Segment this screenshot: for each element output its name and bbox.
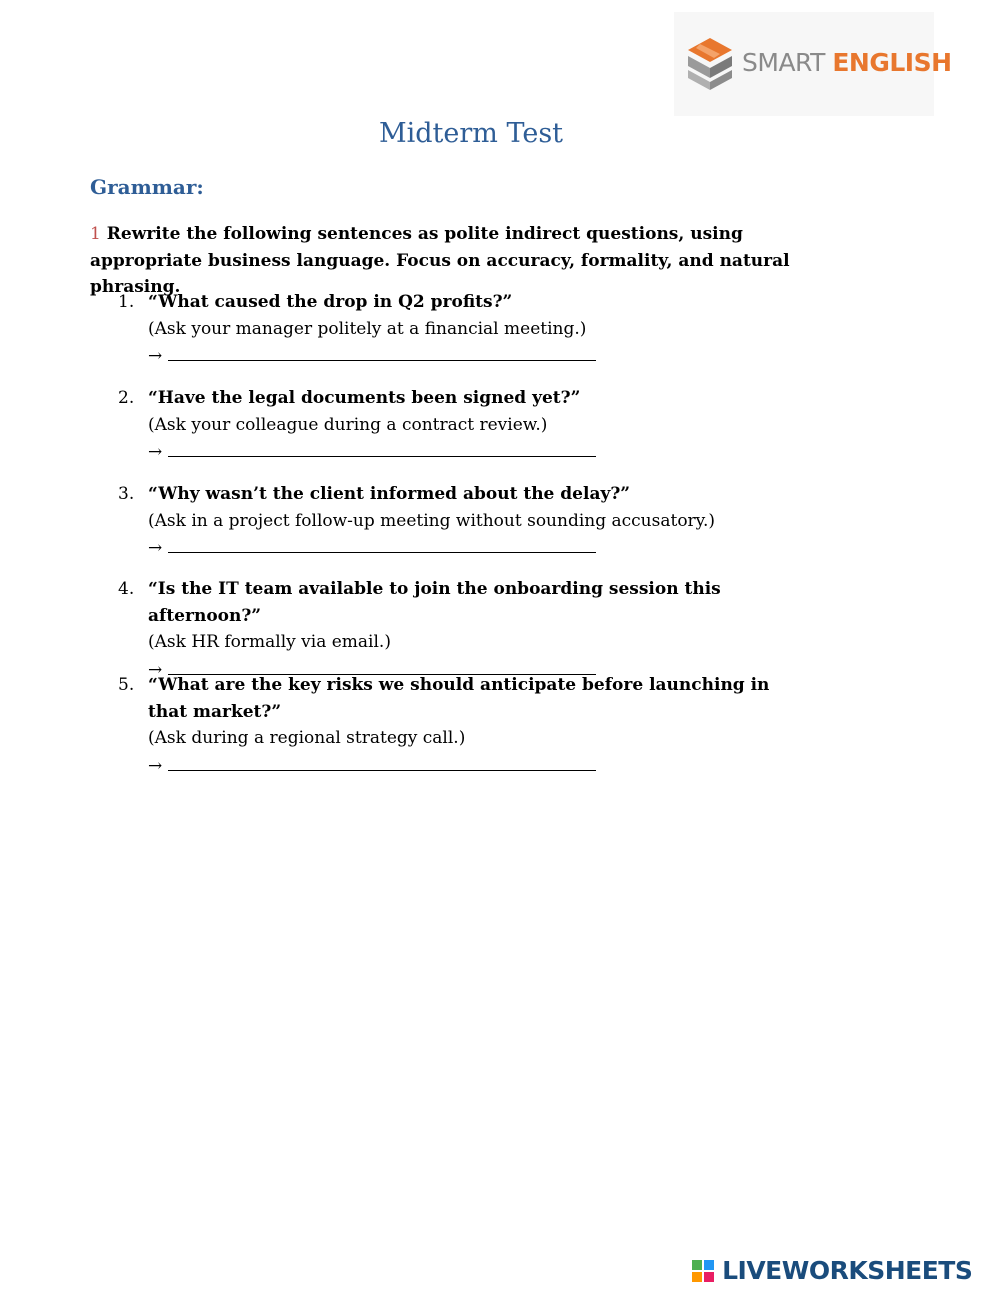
instruction-text: Rewrite the following sentences as polite indirect questions, using appropriate business language. Focus on accuracy, formality, and natural phrasing. (90, 224, 790, 297)
question-number: 4. (118, 579, 135, 599)
question-number: 5. (118, 675, 135, 695)
question-text: “Why wasn’t the client informed about the delay?” (148, 484, 631, 504)
instruction-number: 1 (90, 224, 101, 244)
question-context: (Ask during a regional strategy call.) (148, 728, 466, 748)
logo-word-smart: SMART (742, 48, 825, 77)
question-item (118, 672, 838, 779)
question-context: (Ask your manager politely at a financial meeting.) (148, 318, 587, 339)
answer-row (148, 438, 838, 466)
arrow-icon: → (148, 442, 163, 462)
question-context: (Ask HR formally via email.) (148, 632, 391, 652)
arrow-icon: → (148, 659, 163, 680)
arrow-icon: → (148, 755, 163, 776)
liveworksheets-brand (692, 1256, 972, 1286)
section-heading: Grammar: (90, 175, 204, 199)
question-text: “Have the legal documents been signed yet?” (148, 388, 581, 408)
arrow-icon: → (148, 538, 163, 558)
answer-blank[interactable] (168, 534, 596, 553)
question-text: “What caused the drop in Q2 profits?” (148, 292, 513, 312)
question-item (118, 289, 838, 370)
answer-row (148, 534, 838, 562)
answer-blank[interactable] (168, 342, 596, 361)
question-text: “What are the key risks we should anticipate before launching in that market?” (148, 675, 770, 722)
question-item (118, 481, 838, 562)
answer-row (148, 752, 808, 780)
question-item (118, 385, 838, 466)
answer-row (148, 342, 838, 370)
liveworksheets-logo-icon (692, 1260, 714, 1282)
question-context: (Ask in a project follow-up meeting without sounding accusatory.) (148, 510, 716, 531)
liveworksheets-wordmark: LIVEWORKSHEETS (722, 1256, 973, 1285)
question-number: 2. (118, 388, 135, 408)
question-text: “Is the IT team available to join the onboarding session this afternoon?” (148, 579, 721, 626)
question-item (118, 576, 838, 683)
logo-word-english: ENGLISH (832, 48, 952, 77)
answer-blank[interactable] (168, 752, 596, 771)
answer-blank[interactable] (168, 438, 596, 457)
arrow-icon: → (148, 346, 163, 366)
logo-wordmark (742, 48, 952, 77)
smart-english-logo (674, 12, 952, 116)
page-title: Midterm Test (378, 118, 564, 149)
question-context: (Ask your colleague during a contract review.) (148, 414, 548, 435)
question-number: 1. (118, 292, 135, 312)
smart-english-logo-icon (684, 34, 736, 92)
question-number: 3. (118, 484, 135, 504)
